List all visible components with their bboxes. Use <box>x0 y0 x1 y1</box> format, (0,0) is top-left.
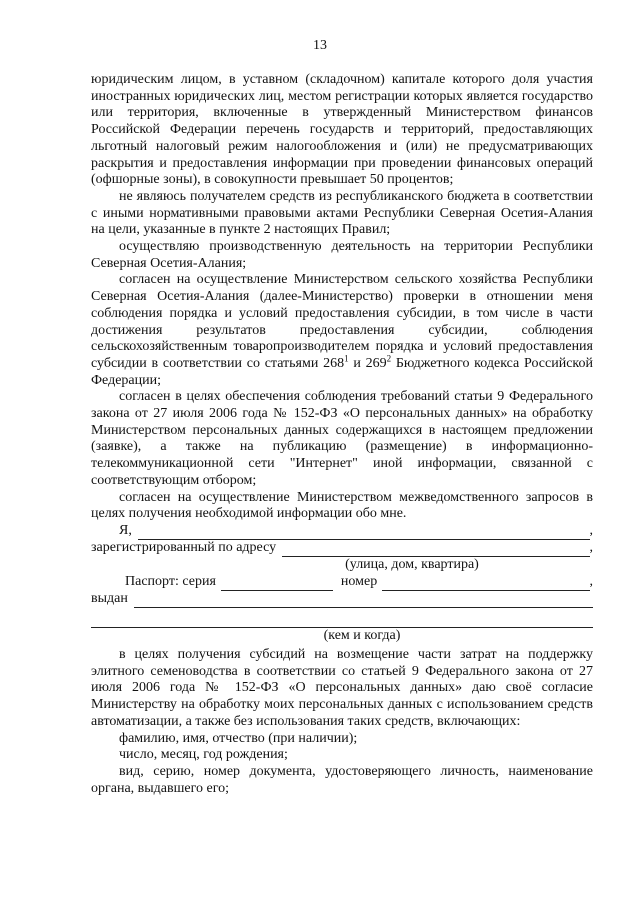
issued-label: выдан <box>91 591 128 607</box>
passport-series-label: Паспорт: серия <box>125 574 216 590</box>
paragraph-consent: в целях получения субсидий на возмещение части затрат на поддержку элитного семеноводства в соответствии со статьей 9 Федерального закона от 27 июля 2006 года № 152-ФЗ «О персональных данных» даю своё согласие Министерству на обработку моих персональных данных с использованием средств автоматизации, а также без использования таких средств, включающих: <box>91 646 593 729</box>
paragraph-personal-data: согласен в целях обеспечения соблюдения требований статьи 9 Федерального закона от 27 июля 2006 года № 152-ФЗ «О персональных данных» на обработку Министерством персональных данных содержащихся в настоящем предложении (заявке), а также на публикацию (размещение) в информационно-телекоммуникационной сети "Интернет" иной информации, связанной с соответствующим отбором; <box>91 389 593 488</box>
paragraph-interagency: согласен на осуществление Министерством межведомственного запросов в целях получения необходимой информации обо мне. <box>91 489 593 522</box>
passport-line <box>91 574 593 591</box>
paragraph-inspection <box>91 272 593 389</box>
sup-2: 2 <box>386 353 392 364</box>
issued-field[interactable] <box>134 594 593 608</box>
paragraph-territory: осуществляю производственную деятельность на территории Республики Северная Осетия-Алания; <box>91 239 593 271</box>
passport-series-field[interactable] <box>221 577 333 591</box>
paragraph-offshore: юридическим лицом, в уставном (складочном) капитале которого доля участия иностранных юридических лиц, местом регистрации которых является государство или территория, включенные в утвержденный Министерством финансов Российской Федерации перечень государств и территорий, предоставляющих льготный налоговый режим налогообложения и (или) не предусматривающих раскрытия и предоставления информации при проведении финансовых операций (офшорные зоны), в совокупности превышает 50 процентов; <box>91 72 593 188</box>
i-label: Я, <box>119 523 132 539</box>
list-item: вид, серию, номер документа, удостоверяющего личность, наименование органа, выдавшего его; <box>91 763 593 796</box>
name-line <box>91 523 593 540</box>
page-number: 13 <box>313 38 327 53</box>
inspection-text-before: согласен на осуществление Министерством сельского хозяйства Республики Северная Осетия-Алания (далее-Министерство) проверки в отношении меня соблюдения порядка и условий предоставления субсидии, в том числе в части достижения результатов предоставления субсидии, соблюдения сельскохозяйственным товаропроизводителем порядка и условий предоставления субсидии в соответствии со статьями 268 <box>91 272 593 371</box>
document-body <box>91 72 593 797</box>
issued-line <box>91 591 593 608</box>
issued-field-2[interactable] <box>91 614 593 628</box>
paragraph-budget: не являюсь получателем средств из республиканского бюджета в соответствии с иными нормативными правовыми актами Республики Северная Осетия-Алания на цели, указанные в пункте 2 настоящих Правил; <box>91 188 593 238</box>
inspection-text-mid: и 269 <box>348 355 387 371</box>
list-item: фамилию, имя, отчество (при наличии); <box>119 730 358 746</box>
name-field[interactable] <box>138 526 590 540</box>
passport-number-label: номер <box>340 574 378 590</box>
list-item: число, месяц, год рождения; <box>119 747 288 763</box>
address-label: зарегистрированный по адресу <box>91 540 277 556</box>
address-caption: (улица, дом, квартира) <box>345 556 479 572</box>
address-line <box>91 540 593 557</box>
passport-number-field[interactable] <box>382 577 589 591</box>
name-comma: , <box>589 523 593 539</box>
sup-1: 1 <box>344 353 349 364</box>
consent-list <box>91 731 593 798</box>
address-field[interactable] <box>282 543 589 557</box>
issued-caption: (кем и когда) <box>323 627 401 643</box>
address-comma: , <box>589 540 593 556</box>
passport-comma: , <box>589 574 593 590</box>
issued-line-2 <box>91 611 593 628</box>
inspection-text-after: Бюджетного кодекса Российской Федерации; <box>91 355 594 388</box>
